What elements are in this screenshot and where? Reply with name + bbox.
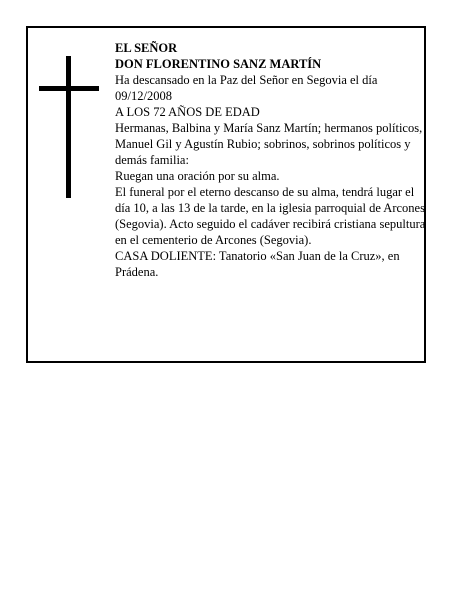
cross-horizontal-bar: [39, 86, 99, 91]
obituary-text: [115, 40, 427, 280]
funeral-info: El funeral por el eterno descanso de su alma, tendrá lugar el día 10, a las 13 de la tarde, en la iglesia parroquial de Arcones (Segovia). Acto seguido el cadáver recibirá cristiana sepultura en el cementerio de Arcones (Segovia).: [115, 185, 426, 247]
deceased-title: EL SEÑOR: [115, 41, 178, 55]
cross-vertical-bar: [66, 56, 71, 198]
casa-doliente-line-2: Prádena.: [115, 265, 159, 279]
family-line: Hermanas, Balbina y María Sanz Martín; hermanos políticos, Manuel Gil y Agustín Rubio; sobrinos, sobrinos políticos y demás familia:: [115, 121, 423, 167]
age-line: A LOS 72 AÑOS DE EDAD: [115, 105, 260, 119]
casa-doliente-line-1: CASA DOLIENTE: Tanatorio «San Juan de la Cruz», en: [115, 249, 400, 263]
cross-icon: [39, 56, 99, 198]
obituary-notice: [26, 26, 426, 363]
prayer-request: Ruegan una oración por su alma.: [115, 169, 280, 183]
death-info: Ha descansado en la Paz del Señor en Segovia el día 09/12/2008: [115, 73, 378, 103]
deceased-name: DON FLORENTINO SANZ MARTÍN: [115, 57, 322, 71]
